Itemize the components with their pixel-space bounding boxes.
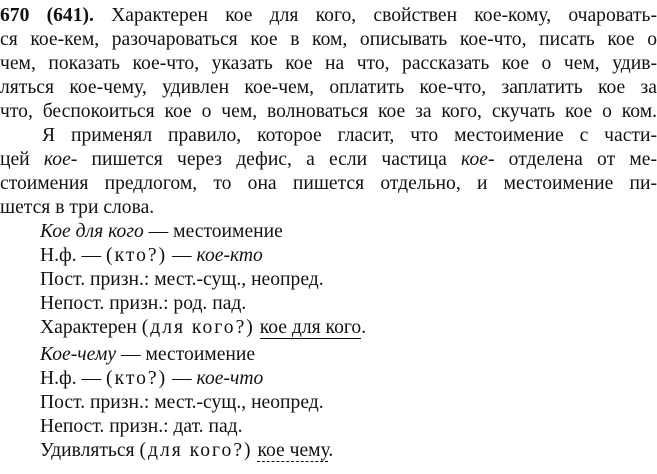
analysis-1-initial-form: Н.ф. — (кто?) — кое-кто xyxy=(40,245,263,266)
exercise-line-5: что, беспокоиться кое о чем, волноваться кое за кого, скучать кое о ком. xyxy=(0,101,657,122)
exercise-line-4: ляться кое-чему, удивлен кое-чем, оплатить кое-что, заплатить кое за xyxy=(0,77,657,98)
analysis-1-nonconstant: Непост. призн.: род. пад. xyxy=(40,293,247,314)
underlined-answer: кое для кого xyxy=(259,317,362,338)
explanation-line-2: цей кое- пишется через дефис, а если частица кое- отделена от ме- xyxy=(0,149,657,170)
analysis-2-constant: Пост. призн.: мест.-сущ., неопред. xyxy=(40,392,324,413)
underlined-answer: кое чему xyxy=(257,440,329,461)
analysis-1-word: Кое для кого — местоимение xyxy=(40,221,283,242)
analysis-1-sentence-role: Характерен (для кого?) кое для кого. xyxy=(40,317,367,338)
exercise-number: 670 (641). xyxy=(0,5,94,26)
analysis-1-constant: Пост. призн.: мест.-сущ., неопред. xyxy=(40,269,324,290)
analysis-2-initial-form: Н.ф. — (кто?) — кое-что xyxy=(40,368,264,389)
explanation-line-1: Я применял правило, которое гласит, что местоимение с части- xyxy=(42,125,657,146)
analysis-2-sentence-role: Удивляться (для кого?) кое чему. xyxy=(40,440,334,461)
explanation-line-4: шется в три слова. xyxy=(0,197,155,218)
analysis-2-word: Кое-чему — местоимение xyxy=(40,344,256,365)
exercise-line-2: ся кое-кем, разочароваться кое в ком, описывать кое-что, писать кое о xyxy=(0,29,657,50)
explanation-line-3: стоимения предлогом, то она пишется отдельно, и местоимение пи- xyxy=(0,173,657,194)
exercise-line-1: 670 (641). Характерен кое для кого, свойствен кое-кому, очаровать- xyxy=(0,5,657,26)
analysis-2-nonconstant: Непост. призн.: дат. пад. xyxy=(40,416,243,437)
exercise-line-3: чем, показать кое-что, указать кое на что, рассказать кое о чем, удив- xyxy=(0,53,657,74)
